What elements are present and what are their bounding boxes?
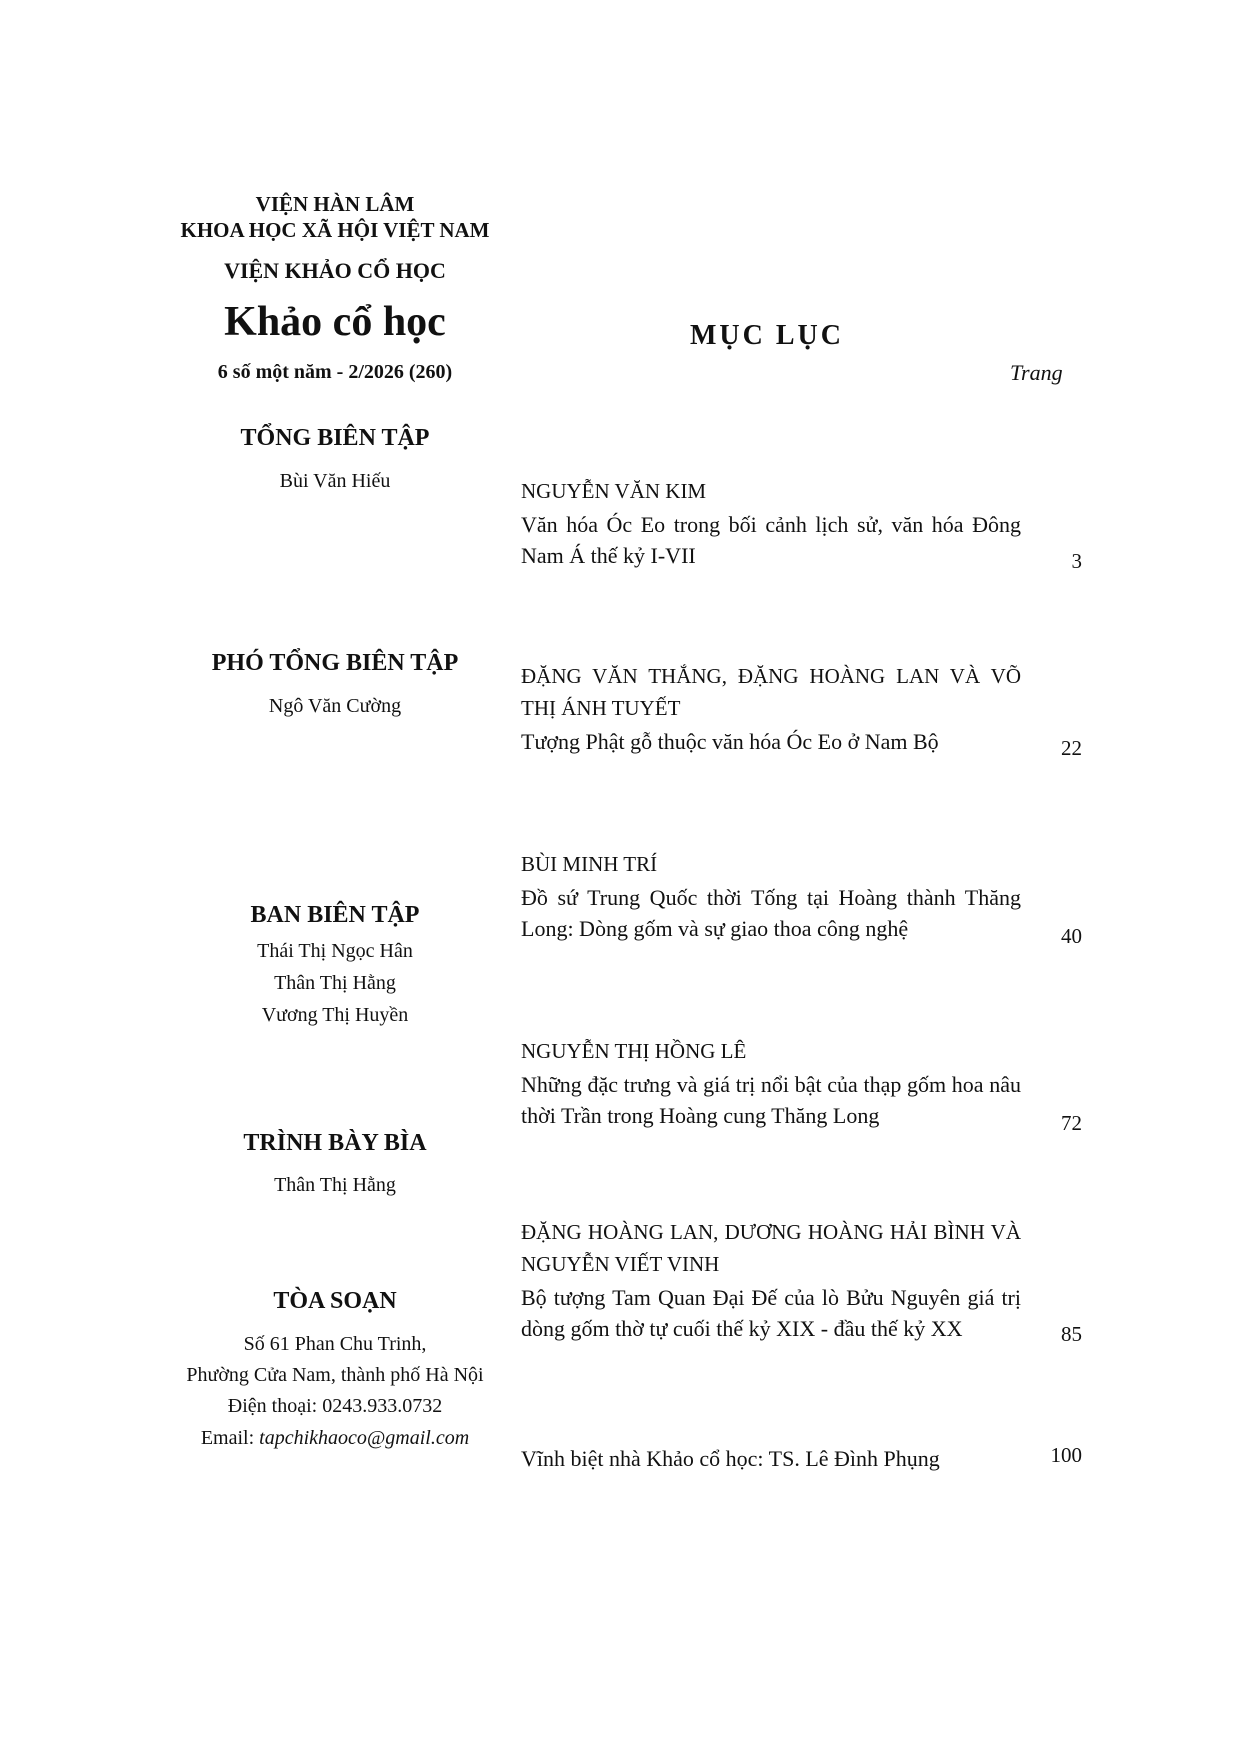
toc-title: Tượng Phật gỗ thuộc văn hóa Óc Eo ở Nam Bộ xyxy=(521,729,939,754)
toc-author: ĐẶNG HOÀNG LAN, DƯƠNG HOÀNG HẢI BÌNH VÀ NGUYỄN VIẾT VINH xyxy=(521,1220,1021,1276)
editorial-member: Thân Thị Hằng xyxy=(274,972,396,994)
toc-page-number: 3 xyxy=(1071,549,1082,573)
phone-number: Điện thoại: 0243.933.0732 xyxy=(227,1395,443,1417)
editorial-member: Thái Thị Ngọc Hân xyxy=(257,940,413,962)
toc-page-number: 40 xyxy=(1061,924,1082,948)
toc-title: Đồ sứ Trung Quốc thời Tống tại Hoàng thành Thăng Long: Dòng gốm và sự giao thoa công nghệ xyxy=(521,885,1021,941)
masthead-column xyxy=(150,0,520,1754)
editorial-office-label: TÒA SOẠN xyxy=(273,1288,397,1314)
toc-title: Vĩnh biệt nhà Khảo cổ học: TS. Lê Đình Phụng xyxy=(521,1446,940,1471)
toc-page-number: 100 xyxy=(1050,1443,1082,1467)
toc-author: BÙI MINH TRÍ xyxy=(521,852,658,876)
toc-page-number: 22 xyxy=(1061,736,1082,760)
toc-author: NGUYỄN VĂN KIM xyxy=(521,479,707,503)
toc-page-number: 72 xyxy=(1061,1111,1082,1135)
cover-design-label: TRÌNH BÀY BÌA xyxy=(243,1130,427,1156)
editor-in-chief-label: TỔNG BIÊN TẬP xyxy=(240,425,430,451)
toc-entry xyxy=(521,660,1021,757)
editor-in-chief-name: Bùi Văn Hiếu xyxy=(279,470,391,492)
institution-line-2: KHOA HỌC XÃ HỘI VIỆT NAM xyxy=(180,218,490,242)
institute-name: VIỆN KHẢO CỔ HỌC xyxy=(224,258,446,283)
toc-author: NGUYỄN THỊ HỒNG LÊ xyxy=(521,1039,747,1063)
toc-author: ĐẶNG VĂN THẮNG, ĐẶNG HOÀNG LAN VÀ VÕ THỊ ÁNH TUYẾT xyxy=(521,664,1021,720)
institution-line-1: VIỆN HÀN LÂM xyxy=(255,192,415,216)
toc-title: Bộ tượng Tam Quan Đại Đế của lò Bửu Nguyên giá trị dòng gốm thờ tự cuối thế kỷ XIX - đầu thế kỷ XX xyxy=(521,1285,1021,1341)
toc-entry xyxy=(521,1441,1021,1474)
email-address: tapchikhaoco@gmail.com xyxy=(259,1427,470,1449)
toc-entry xyxy=(521,1216,1021,1344)
issue-info: 6 số một năm - 2/2026 (260) xyxy=(217,361,453,383)
editorial-board-label: BAN BIÊN TẬP xyxy=(250,902,420,928)
email-line xyxy=(150,1427,520,1450)
toc-title: Văn hóa Óc Eo trong bối cảnh lịch sử, văn hóa Đông Nam Á thế kỷ I-VII xyxy=(521,512,1021,568)
page-column-label: Trang xyxy=(1010,360,1063,385)
deputy-editor-name: Ngô Văn Cường xyxy=(268,695,402,717)
deputy-editor-label: PHÓ TỔNG BIÊN TẬP xyxy=(211,650,459,676)
toc-entry xyxy=(521,475,1021,571)
editorial-member: Vương Thị Huyền xyxy=(261,1004,409,1026)
toc-heading: MỤC LỤC xyxy=(690,320,844,351)
toc-title: Những đặc trưng và giá trị nổi bật của thạp gốm hoa nâu thời Trần trong Hoàng cung Thăng Long xyxy=(521,1072,1021,1128)
journal-title: Khảo cổ học xyxy=(224,299,446,345)
address-line-2: Phường Cửa Nam, thành phố Hà Nội xyxy=(186,1364,484,1386)
toc-entry xyxy=(521,848,1021,944)
toc-page-number: 85 xyxy=(1061,1322,1082,1346)
cover-designer-name: Thân Thị Hằng xyxy=(274,1174,396,1196)
email-label: Email: xyxy=(200,1427,255,1449)
address-line-1: Số 61 Phan Chu Trinh, xyxy=(243,1333,427,1355)
toc-entry xyxy=(521,1035,1021,1131)
